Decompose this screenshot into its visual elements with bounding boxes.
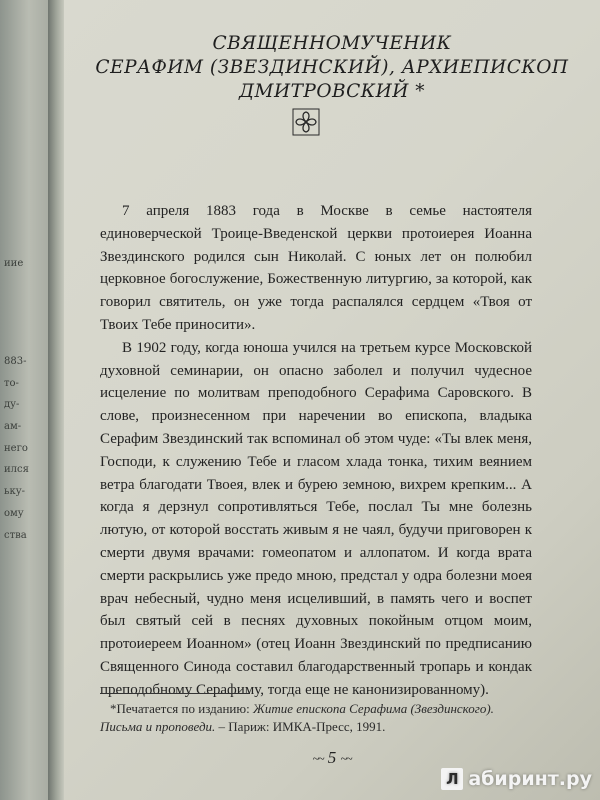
flower-ornament-icon <box>292 108 320 136</box>
book-page <box>64 0 600 800</box>
page-number-ornament-left: ~~ <box>312 751 324 766</box>
footnote <box>100 700 532 736</box>
labirint-watermark <box>441 764 592 794</box>
page-number-ornament-right: ~~ <box>340 751 352 766</box>
prev-page-fragment: него <box>4 443 28 454</box>
prev-page-fragment: 883- <box>4 356 27 367</box>
prev-page-fragment: ому <box>4 508 24 519</box>
prev-page-fragment: ам- <box>4 421 22 432</box>
chapter-heading <box>64 32 600 104</box>
page-number-value: 5 <box>327 748 337 767</box>
prev-page-fragment: ьку- <box>4 486 25 497</box>
heading-line-1: СВЯЩЕННОМУЧЕНИК <box>212 33 452 54</box>
footnote-prefix: Печатается по изданию: <box>116 701 253 716</box>
prev-page-fragment: иие <box>4 258 24 269</box>
prev-page-fragment: ился <box>4 464 29 475</box>
heading-line-3: ДМИТРОВСКИЙ * <box>238 81 426 102</box>
heading-line-2: СЕРАФИМ (ЗВЕЗДИНСКИЙ), АРХИЕПИСКОП <box>95 57 569 78</box>
book-gutter <box>48 0 64 800</box>
footnote-suffix: – Париж: ИМКА-Пресс, 1991. <box>215 719 386 734</box>
labirint-logo-icon: Л <box>441 768 463 790</box>
paragraph: В 1902 году, когда юноша учился на третьем курсе Московской духовной семинарии, он опасно заболел и получил чудесное исцеление по молитвам преподобного Серафима Саровского. В слове, произнесенном при наречении во епископа, владыка Серафим Звездинский так вспоминал об этом чуде: «Ты влек меня, Господи, к служению Тебе и гласом хлада тонка, тихим веянием ветра благодати Твоея, влек и бурею земною, вихрем крепким... А когда я дерзнул сопротивляться Тебе, послал Ты мне болезнь лютую, от которой восстать живым я не чаял, будучи приговорен к смерти двумя врачами: гомеопатом и аллопатом. И когда врата смерти раскрылись уже предо мною, предстал у одра болезни моея врач небесный, чудно меня исцеливший, в память чего и воспет был святый сей в песнях духовных покойным отцом моим, протоиереем Иоанном» (отец Иоанн Звездинский по предписанию Священного Синода составил благодарственный тропарь и кондак преподобному Серафиму, тогда еще не канонизированному). <box>100 339 532 698</box>
footnote-title: Житие епископа Серафима (Звездинского). Письма и проповеди. <box>100 701 494 734</box>
paragraph: 7 апреля 1883 года в Москве в семье настоятеля единоверческой Троице-Введенской церкви протоиерея Иоанна Звездинского родился сын Николай. С юных лет он полюбил церковное богослужение, Божественную литургию, за которой, как говорил святитель, он уже тогда распалялся сердцем «Твоя от Твоих Тебе приносити». <box>100 203 532 333</box>
prev-page-fragment: ства <box>4 530 27 541</box>
footnote-rule <box>100 693 250 694</box>
footnote-marker: * <box>110 701 117 716</box>
previous-page-edge <box>0 0 48 800</box>
watermark-text: абиринт.ру <box>468 768 592 790</box>
body-text <box>100 200 532 702</box>
prev-page-fragment: ду- <box>4 399 20 410</box>
prev-page-fragment: то- <box>4 378 19 389</box>
